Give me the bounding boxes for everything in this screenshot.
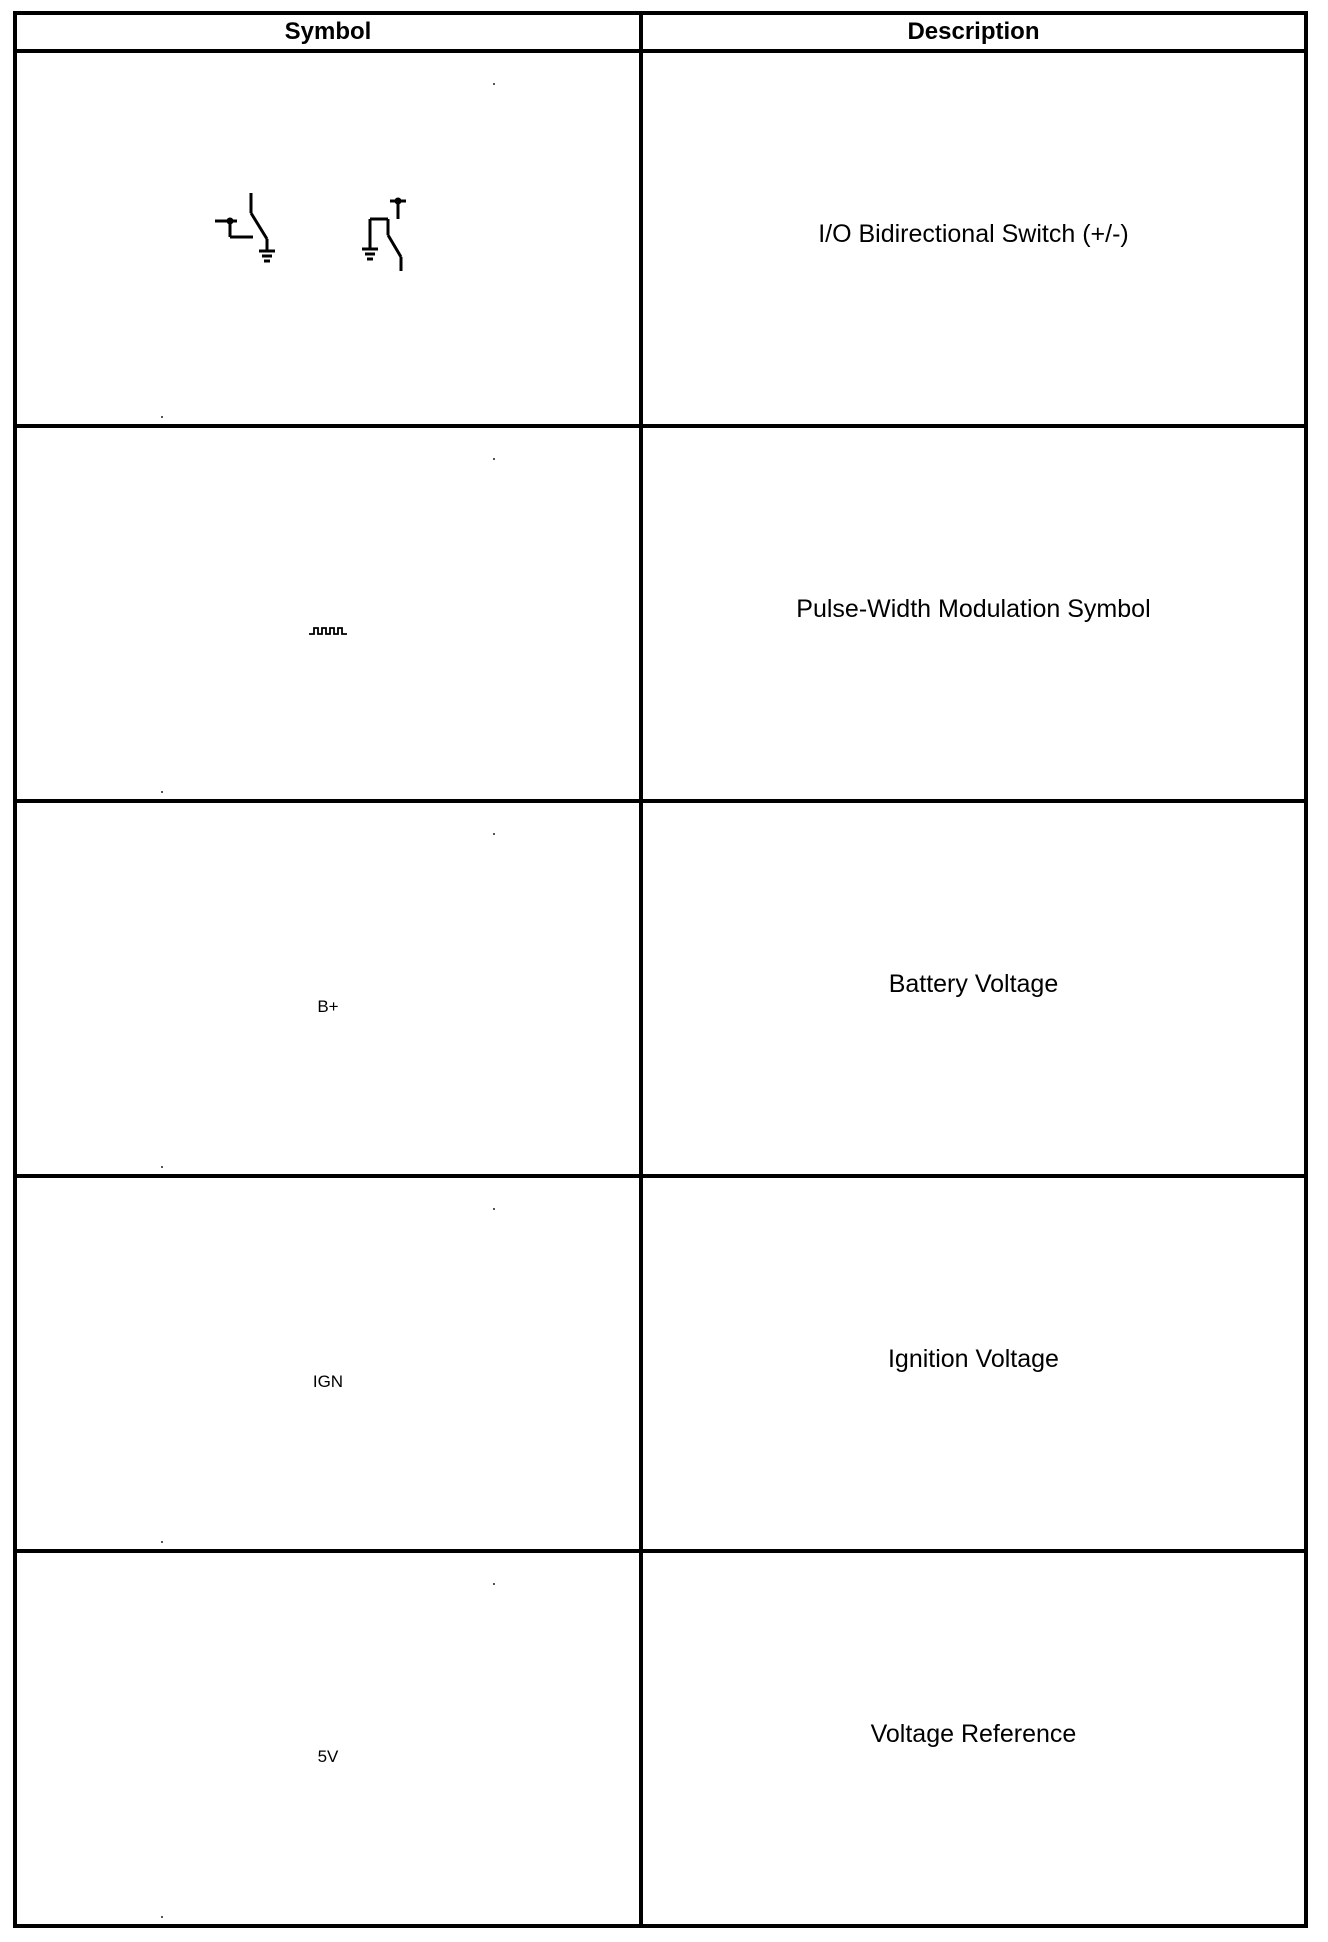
scan-speck — [161, 1166, 163, 1168]
symbol-cell — [15, 51, 641, 426]
symbol-text: IGN — [312, 1371, 344, 1391]
symbol-cell — [15, 426, 641, 801]
scan-speck — [493, 1208, 495, 1210]
description-text: Voltage Reference — [870, 1720, 1077, 1748]
description-text: Battery Voltage — [888, 970, 1059, 998]
scan-speck — [161, 1916, 163, 1918]
scan-speck — [493, 833, 495, 835]
bidirectional-switch-icon — [213, 191, 443, 286]
description-cell — [641, 1176, 1306, 1551]
symbol-column-header: Symbol — [15, 13, 641, 51]
table-row — [15, 801, 1306, 1176]
description-cell — [641, 426, 1306, 801]
symbol-table — [13, 11, 1308, 1928]
symbol-text: B+ — [317, 996, 339, 1016]
scan-speck — [493, 1583, 495, 1585]
description-cell — [641, 51, 1306, 426]
pwm-icon — [308, 623, 348, 641]
description-cell — [641, 1551, 1306, 1926]
scan-speck — [161, 416, 163, 418]
description-text: Pulse-Width Modulation Symbol — [796, 595, 1151, 623]
symbol-cell — [15, 801, 641, 1176]
symbol-cell — [15, 1551, 641, 1926]
description-cell — [641, 801, 1306, 1176]
symbol-cell — [15, 1176, 641, 1551]
scan-speck — [493, 458, 495, 460]
description-text: I/O Bidirectional Switch (+/-) — [818, 220, 1129, 248]
symbol-text: 5V — [317, 1746, 339, 1766]
description-text: Ignition Voltage — [887, 1345, 1059, 1373]
table-row — [15, 426, 1306, 801]
table-row — [15, 51, 1306, 426]
description-column-header: Description — [641, 13, 1306, 51]
table-row — [15, 1176, 1306, 1551]
scan-speck — [493, 83, 495, 85]
table-row — [15, 1551, 1306, 1926]
scan-speck — [161, 791, 163, 793]
scan-speck — [161, 1541, 163, 1543]
header-row — [15, 13, 1306, 51]
